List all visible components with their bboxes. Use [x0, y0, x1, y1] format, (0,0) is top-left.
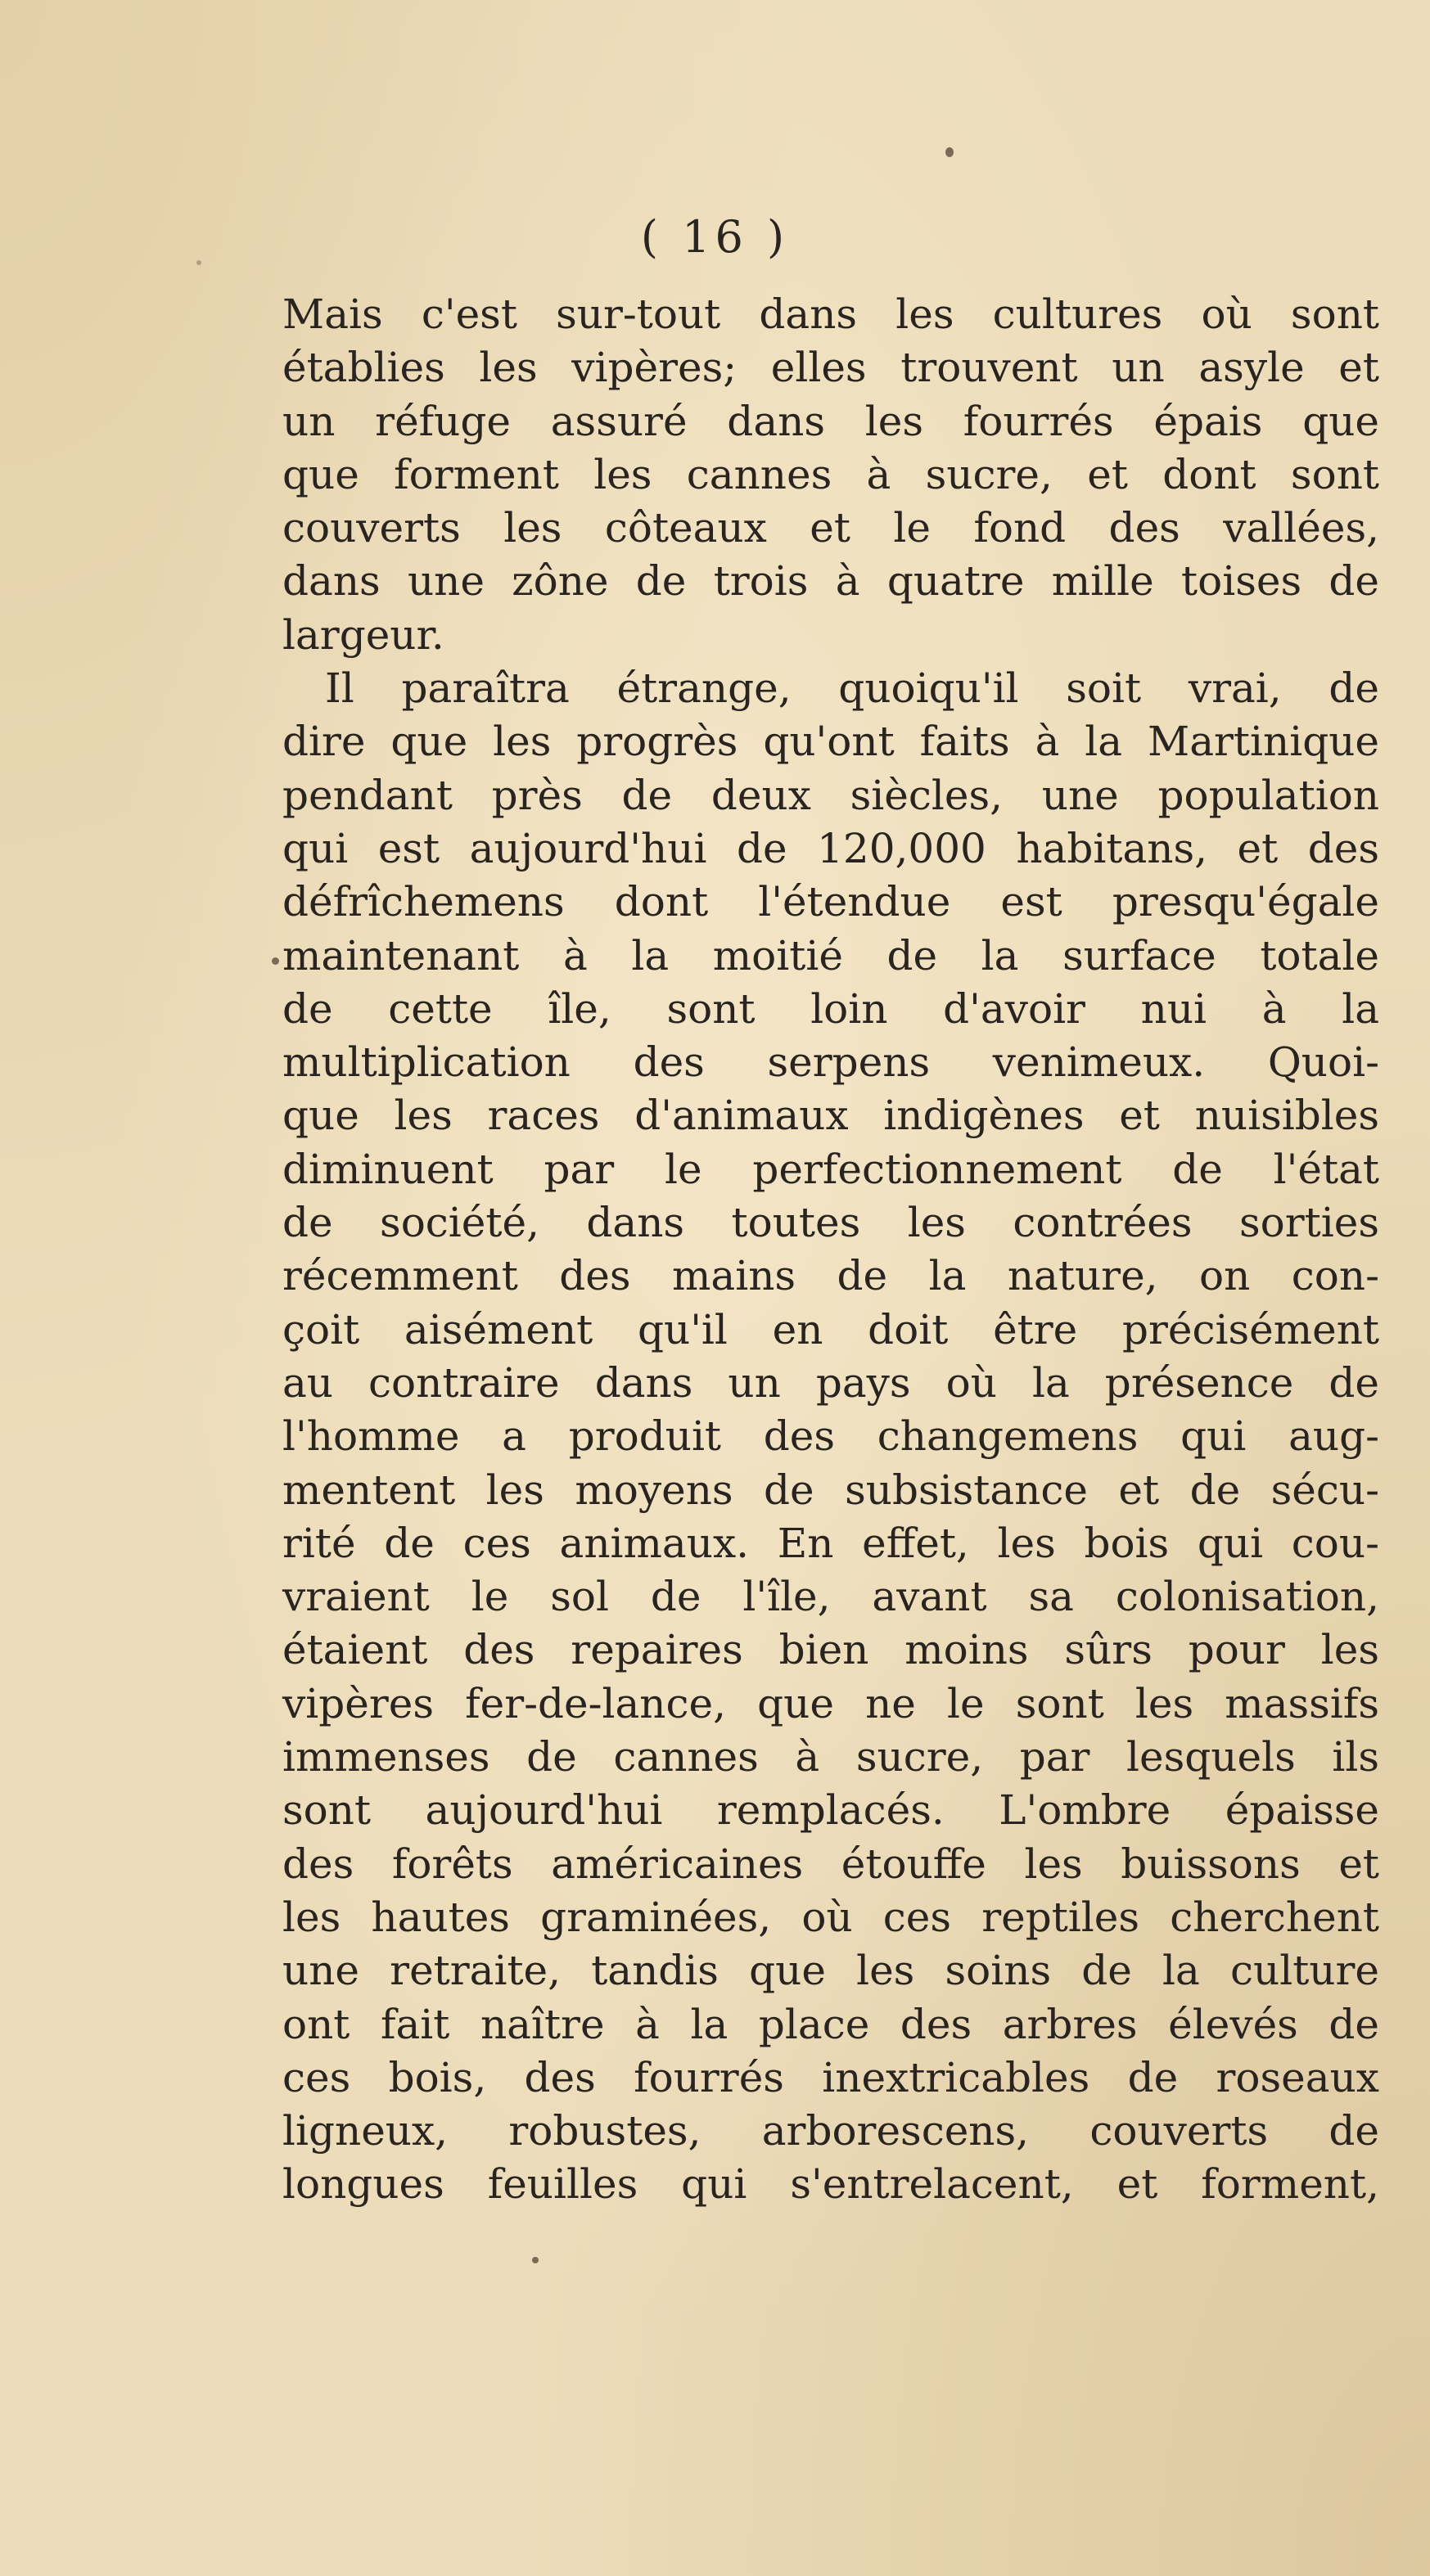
- text-line: ont fait naître à la place des arbres élevés de: [282, 2000, 1379, 2048]
- text-line: défrîchemens dont l'étendue est presqu'égale: [282, 878, 1379, 926]
- text-line: des forêts américaines étouffe les buissons et: [282, 1840, 1379, 1888]
- text-line: récemment des mains de la nature, on con-: [282, 1252, 1379, 1300]
- text-line: l'homme a produit des changemens qui aug-: [282, 1412, 1379, 1461]
- text-line: couverts les côteaux et le fond des vallées,: [282, 504, 1379, 552]
- paper-speck: [196, 260, 201, 265]
- text-line: dans une zône de trois à quatre mille toises de: [282, 557, 1379, 606]
- text-line: largeur.: [282, 610, 444, 659]
- paper-speck: [532, 2257, 539, 2263]
- text-line: qui est aujourd'hui de 120,000 habitans, et des: [282, 824, 1379, 872]
- text-line: Mais c'est sur-tout dans les cultures où sont: [282, 290, 1379, 338]
- text-line: que forment les cannes à sucre, et dont sont: [282, 450, 1379, 498]
- text-line: ces bois, des fourrés inextricables de roseaux: [282, 2053, 1379, 2101]
- text-line: un réfuge assuré dans les fourrés épais que: [282, 397, 1379, 445]
- text-line: multiplication des serpens venimeux. Quoi-: [282, 1038, 1379, 1087]
- paper-speck: [272, 957, 279, 965]
- text-line: étaient des repaires bien moins sûrs pour les: [282, 1626, 1379, 1674]
- text-line: Il paraîtra étrange, quoiqu'il soit vrai, de: [325, 664, 1379, 713]
- text-line: dire que les progrès qu'ont faits à la Martinique: [282, 718, 1379, 766]
- text-line: çoit aisément qu'il en doit être précisément: [282, 1305, 1379, 1353]
- text-line: établies les vipères; elles trouvent un asyle et: [282, 344, 1379, 392]
- text-line: une retraite, tandis que les soins de la culture: [282, 1947, 1379, 1995]
- paragraph-2: [282, 662, 1379, 2212]
- text-line: longues feuilles qui s'entrelacent, et forment,: [282, 2160, 1379, 2209]
- text-line: mentent les moyens de subsistance et de sécu-: [282, 1466, 1379, 1514]
- text-line: rité de ces animaux. En effet, les bois qui cou-: [282, 1519, 1379, 1567]
- text-line: diminuent par le perfectionnement de l'état: [282, 1145, 1379, 1193]
- text-line: sont aujourd'hui remplacés. L'ombre épaisse: [282, 1786, 1379, 1835]
- text-line: les hautes graminées, où ces reptiles cherchent: [282, 1893, 1379, 1941]
- text-body: [282, 288, 1379, 2212]
- text-line: au contraire dans un pays où la présence de: [282, 1358, 1379, 1407]
- text-line: maintenant à la moitié de la surface totale: [282, 931, 1379, 980]
- paragraph-1: [282, 288, 1379, 662]
- text-line: de société, dans toutes les contrées sorties: [282, 1199, 1379, 1247]
- text-line: de cette île, sont loin d'avoir nui à la: [282, 984, 1379, 1033]
- text-line: vraient le sol de l'île, avant sa colonisation,: [282, 1573, 1379, 1621]
- text-line: vipères fer-de-lance, que ne le sont les massifs: [282, 1679, 1379, 1727]
- text-line: ligneux, robustes, arborescens, couverts de: [282, 2107, 1379, 2155]
- text-line: immenses de cannes à sucre, par lesquels ils: [282, 1733, 1379, 1781]
- paper-speck: [945, 147, 954, 157]
- text-line: que les races d'animaux indigènes et nuisibles: [282, 1092, 1379, 1140]
- page-number: ( 16 ): [640, 211, 790, 263]
- text-line: pendant près de deux siècles, une population: [282, 771, 1379, 819]
